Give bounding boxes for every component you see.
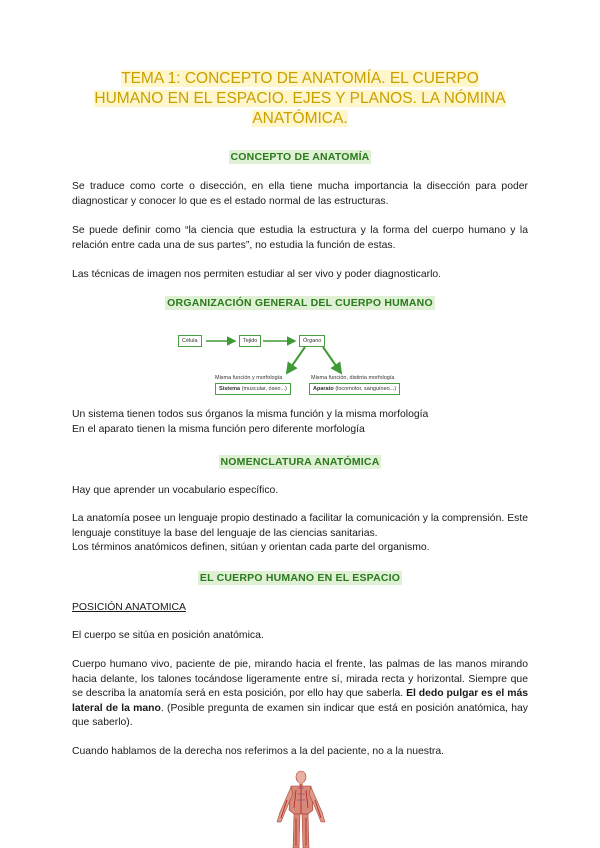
section-heading-espacio: EL CUERPO HUMANO EN EL ESPACIO [199, 572, 401, 584]
section-heading-nomenclatura: NOMENCLATURA ANATÓMICA [220, 456, 380, 468]
organization-diagram [175, 330, 415, 398]
paragraph-lenguaje: La anatomía posee un lenguaje propio destinado a facilitar la comunicación y la comprensión. Este lenguaje constituye la base del lenguaje de las ciencias sanitarias. [72, 513, 528, 539]
paragraph-terminos: Los términos anatómicos definen, sitúan y orientan cada parte del organismo. [72, 542, 430, 553]
diagram-box-sistema: Sistema (muscular, óseo...) [215, 383, 291, 395]
paragraph-posicion: El cuerpo se sitúa en posición anatómica. [72, 630, 264, 641]
paragraph-derecha: Cuando hablamos de la derecha nos referimos a la del paciente, no a la nuestra. [72, 746, 444, 757]
title-line-3: ANATÓMICA. [252, 110, 348, 127]
diagram-label-aparato: Misma función, distinta morfología [311, 375, 395, 381]
diagram-box-organo: Órgano [299, 335, 325, 347]
diagram-label-sistema: Misma función y morfología [215, 375, 283, 381]
section-heading-concepto: CONCEPTO DE ANATOMÍA [230, 151, 370, 163]
page-title [80, 69, 520, 129]
paragraph-tecnicas-imagen: Las técnicas de imagen nos permiten estudiar al ser vivo y poder diagnosticarlo. [72, 269, 442, 280]
anatomical-figure-icon [272, 770, 330, 848]
diagram-box-aparato: Aparato (locomotor, sanguíneo...) [309, 383, 400, 395]
paragraph-vocabulario: Hay que aprender un vocabulario específico. [72, 485, 279, 496]
section-heading-organizacion: ORGANIZACIÓN GENERAL DEL CUERPO HUMANO [167, 297, 433, 309]
paragraph-definicion-corte: Se traduce como corte o disección, en ella tiene mucha importancia la disección para poder diagnosticar y conocer lo que es el estado normal de las estructuras. [72, 181, 528, 207]
title-line-1: TEMA 1: CONCEPTO DE ANATOMÍA. EL CUERPO [121, 70, 479, 87]
title-line-2: HUMANO EN EL ESPACIO. EJES Y PLANOS. LA NÓMINA [94, 90, 506, 107]
subheading-posicion-anatomica: POSICIÓN ANATOMICA [72, 602, 186, 613]
diagram-box-celula: Célula [178, 335, 202, 347]
paragraph-sistema: Un sistema tienen todos sus órganos la misma función y la misma morfología [72, 409, 429, 420]
paragraph-aparato: En el aparato tienen la misma función pero diferente morfología [72, 424, 365, 435]
paragraph-definicion-ciencia: Se puede definir como “la ciencia que estudia la estructura y la forma del cuerpo humano y la relación entre cada una de sus partes”, no estudia la función de estas. [72, 225, 528, 251]
highlight-dedo-pulgar: El dedo pulgar es el más lateral de la mano [72, 688, 529, 714]
arrow-organo-sistema [287, 347, 305, 373]
arrow-organo-aparato [323, 347, 341, 373]
diagram-box-tejido: Tejido [239, 335, 261, 347]
paragraph-descripcion-posicion: Cuerpo humano vivo, paciente de pie, mirando hacia el frente, las palmas de las manos mirando hacia delante, los talones tocándose ligeramente entre sí, mirada recta y horizontal. Siempre que se describa la anatomía será en esta posición, por ello hay que saberla. El dedo pulgar es el más lateral de la mano. (Posible pregunta de examen sin indicar que está en posición anatómica, hay que saberlo). [72, 659, 529, 729]
